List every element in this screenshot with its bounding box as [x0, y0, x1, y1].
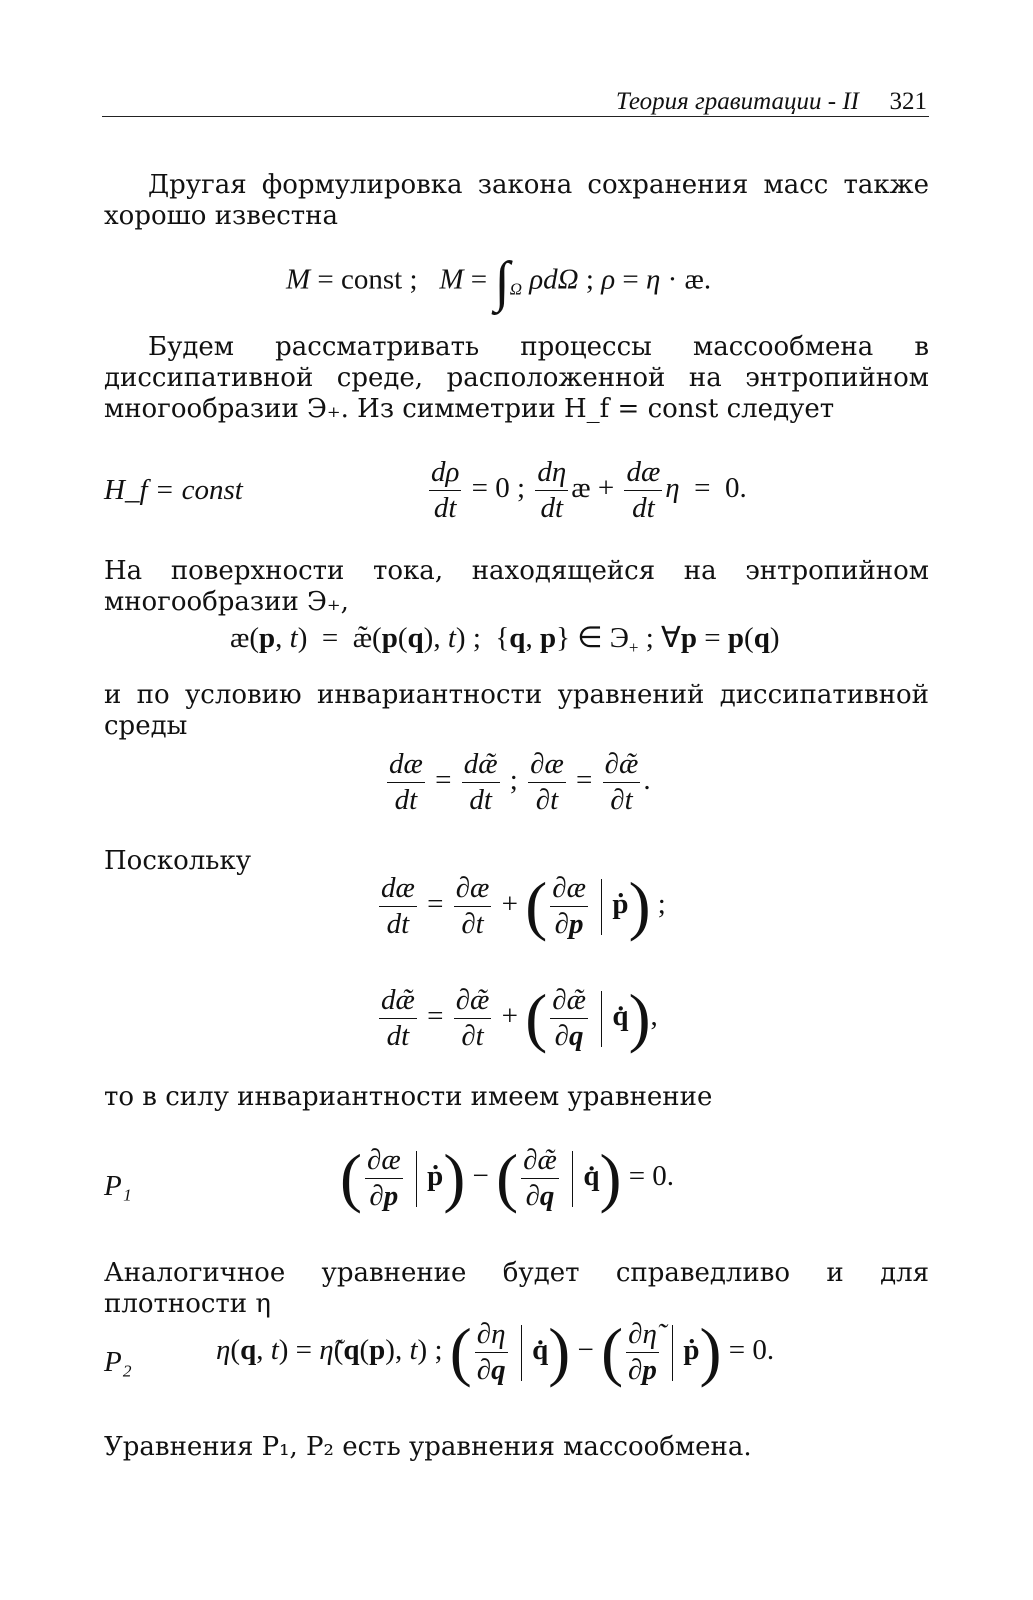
equation-invariance: $\frac{dæ}{dt}$ = $\frac{dæ̃}{dt}$ ; $\frac{\partial æ}{\partial t}$ = $\frac{\partial æ̃}{\partial t}$ . — [389, 748, 651, 816]
label-p1: P₁ — [104, 1170, 132, 1202]
paragraph-8: Уравнения P₁, P₂ есть уравнения массообмена. — [104, 1432, 752, 1462]
equation-surface: æ(p, t) = æ̃(p(q), t) ; {q, p} ∈ $Э_+$ ; ∀p = p(q) — [230, 622, 780, 657]
equation-p2: η(q, t) = η̃(q(p), t) ; ( $\frac{\partial\eta}{\partial q}$ q̇) − ( $\frac{\partial\etã}{\partial p}$ ṗ) = 0. — [216, 1315, 775, 1389]
paragraph-5: Поскольку — [104, 846, 252, 876]
paragraph-2: Будем рассматривать процессы массообмена в диссипативной среде, расположенной на энтропийном многообразии Э₊. Из симметрии H_f = const следует — [104, 332, 929, 424]
paragraph-3: На поверхности тока, находящейся на энтропийном многообразии Э₊, — [104, 556, 929, 617]
paragraph-1: Другая формулировка закона сохранения масс также хорошо известна — [104, 170, 929, 231]
page-number: 321 — [889, 88, 927, 115]
equation-total-derivative-1: $\frac{dæ}{dt}$ = $\frac{\partial æ}{\partial t}$ + ( $\frac{\partial æ}{\partial p}$ ṗ) ; — [381, 869, 666, 943]
page-header — [102, 82, 929, 117]
equation-total-derivative-2: $\frac{dæ̃}{dt}$ = $\frac{\partial æ̃}{\partial t}$ + ( $\frac{\partial æ̃}{\partial q}$ q̇), — [381, 981, 658, 1055]
equation-p1: ( $\frac{\partial æ}{\partial p}$ ṗ) − ( $\frac{\partial æ̃}{\partial q}$ q̇) = 0. — [340, 1141, 675, 1215]
paragraph-6: то в силу инвариантности имеем уравнение — [104, 1082, 713, 1112]
equation-mass-conservation: M = const ; $M = \int_\Omega$ ρdΩ ; ρ = η · æ. — [286, 251, 712, 313]
label-p2: P₂ — [104, 1346, 132, 1378]
running-title: Теория гравитации - II — [615, 88, 859, 115]
paragraph-4: и по условию инвариантности уравнений диссипативной среды — [104, 680, 929, 741]
label-hf-const: H_f = const — [104, 474, 243, 506]
paragraph-7: Аналогичное уравнение будет справедливо и для плотности η — [104, 1258, 929, 1319]
equation-hf-symmetry: $\frac{d\rho}{dt}$ = 0 ; $\frac{d\eta}{dt}$ æ + $\frac{dæ}{dt}$ η = 0. — [431, 456, 747, 524]
